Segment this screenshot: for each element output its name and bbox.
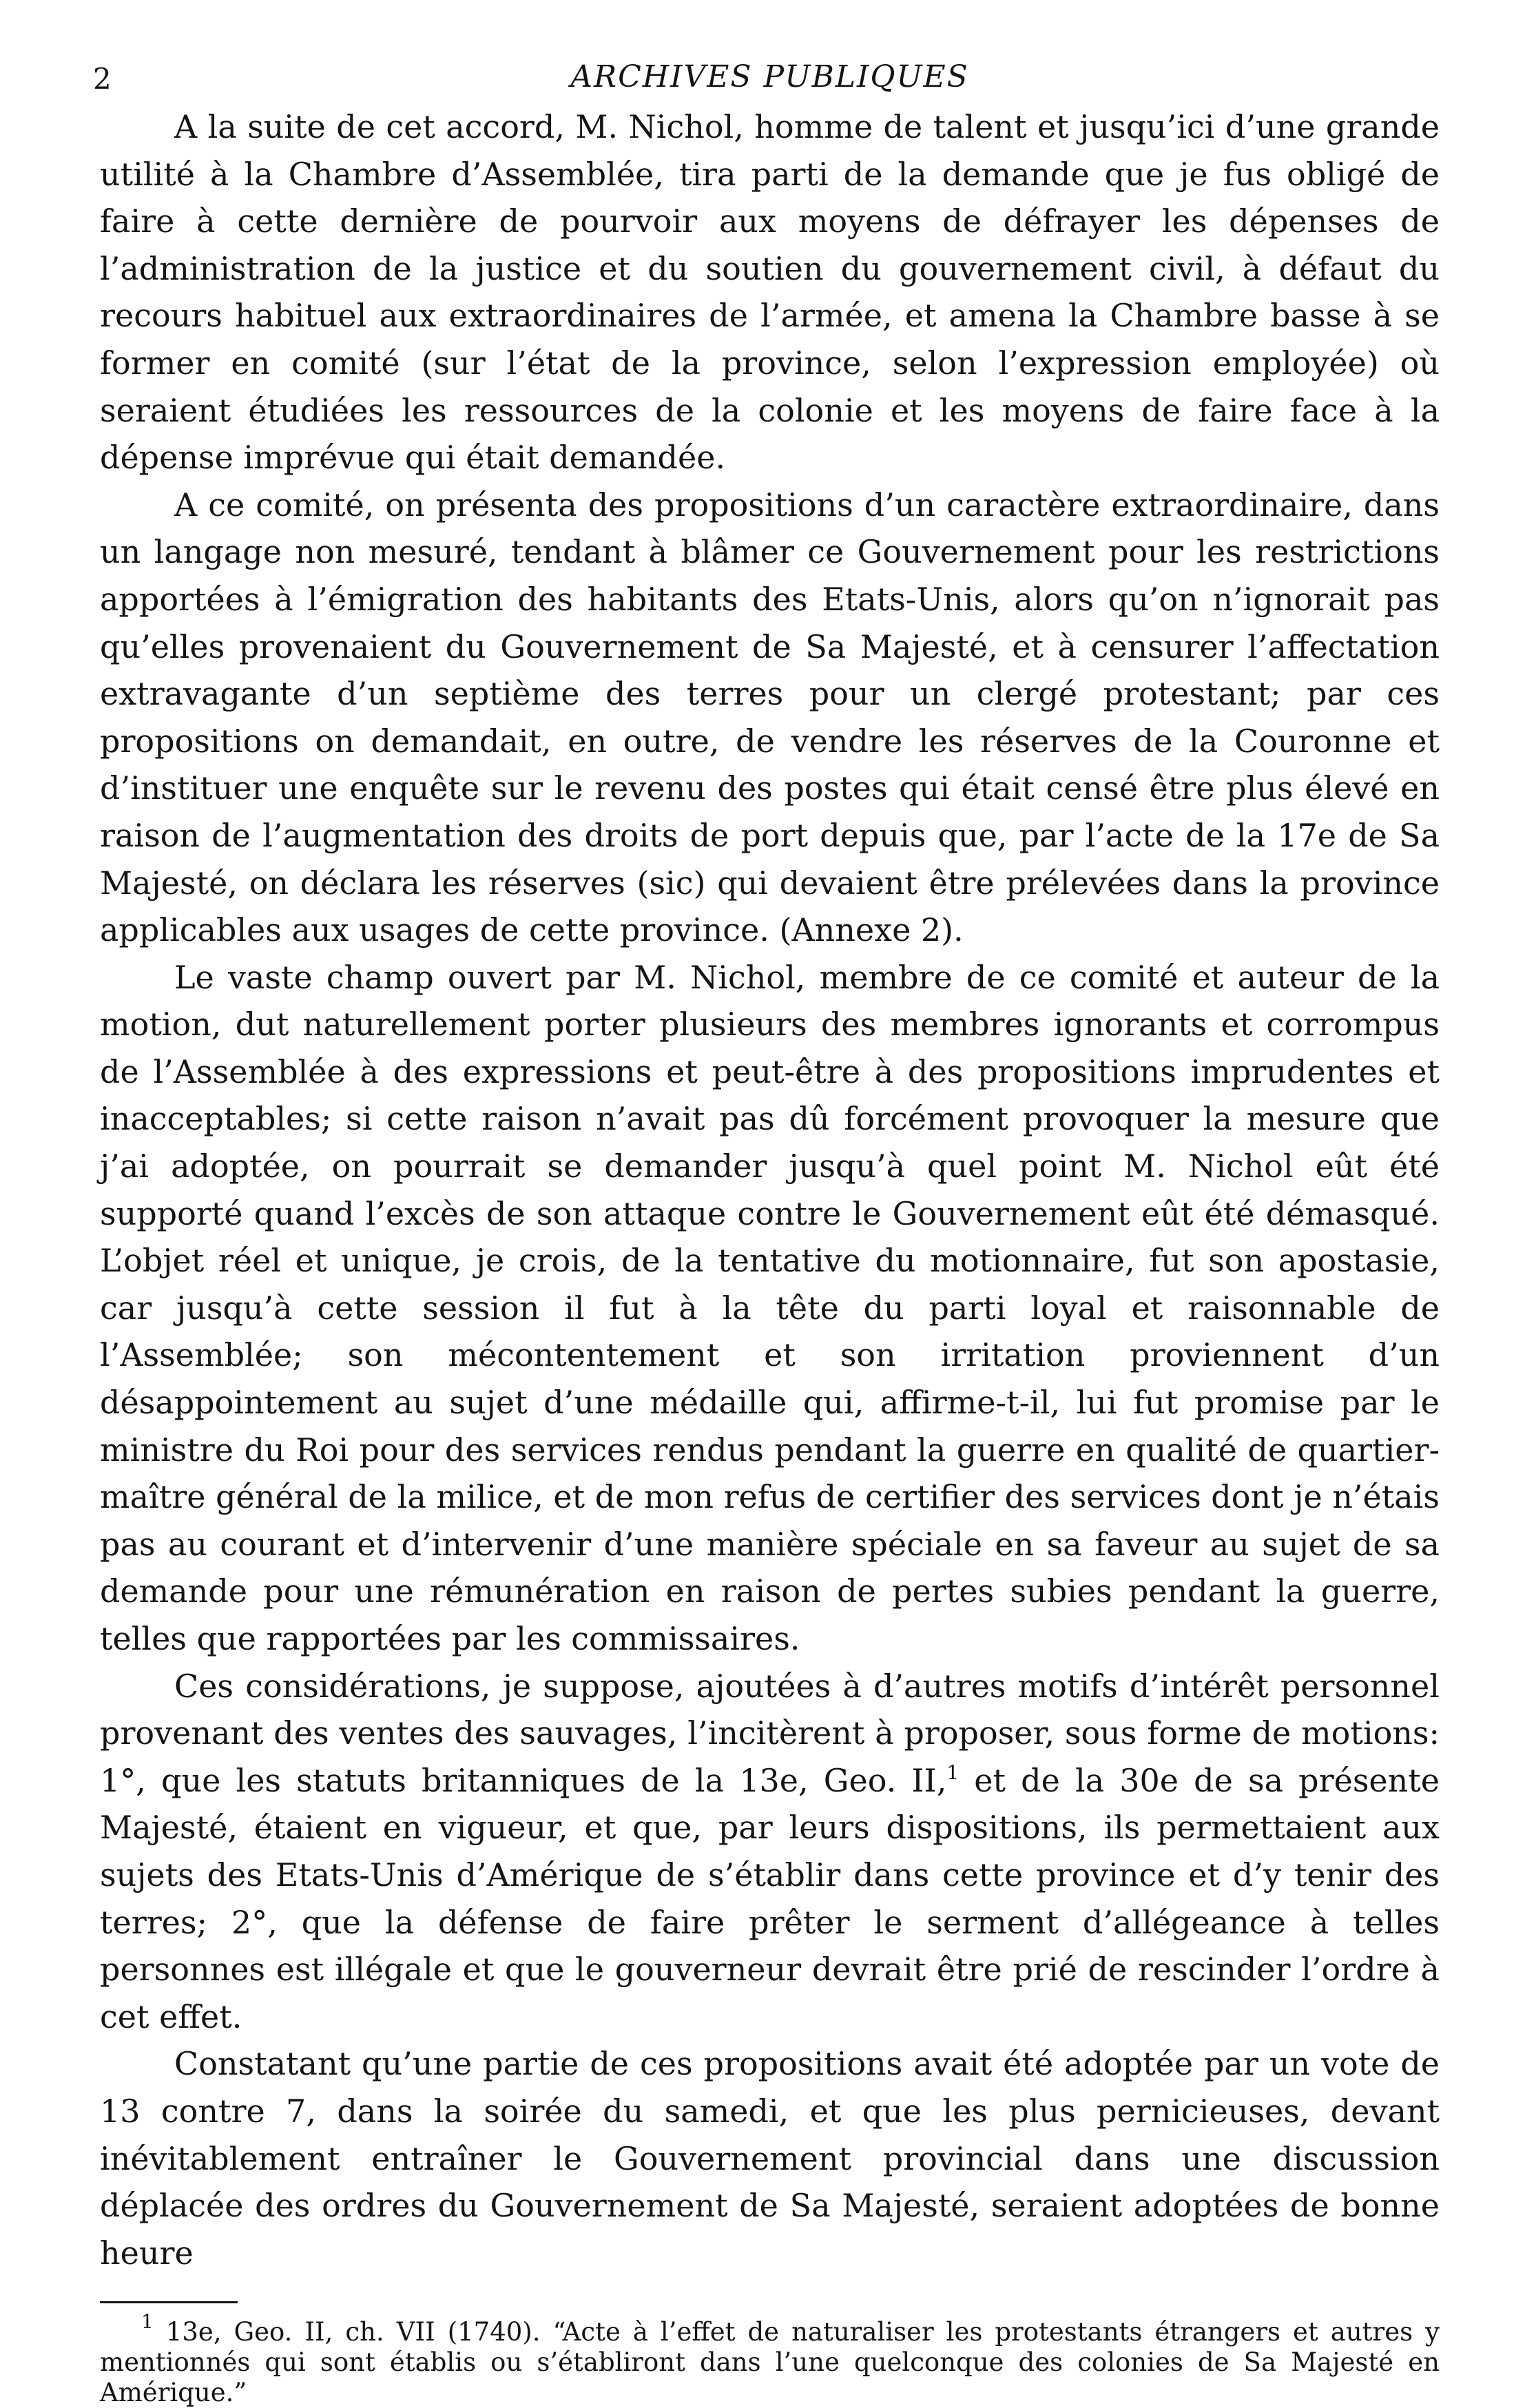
footnote-text: 13e, Geo. II, ch. VII (1740). “Acte à l’effet de naturaliser les protestants étrangers et autres y mentionnés qui sont établis ou s’établiront dans l’une quelconque des colonies de Sa Majesté en Amérique.”: [100, 2317, 1440, 2408]
footnote-reference: 1: [946, 1761, 959, 1784]
paragraph: A la suite de cet accord, M. Nichol, homme de talent et jusqu’ici d’une grande utilité à la Chambre d’Assemblée, tira parti de la demande que je fus obligé de faire à cette dernière de pourvoir aux moyens de défrayer les dépenses de l’administration de la justice et du soutien du gouvernement civil, à défaut du recours habituel aux extraordinaires de l’armée, et amena la Chambre basse à se former en comité (sur l’état de la province, selon l’expression employée) où seraient étudiées les ressources de la colonie et les moyens de faire face à la dépense imprévue qui était demandée.: [100, 108, 1440, 477]
page-number: 2: [93, 62, 112, 96]
paragraph: Constatant qu’une partie de ces propositions avait été adoptée par un vote de 13 contre 7, dans la soirée du samedi, et que les plus pernicieuses, devant inévitablement entraîner le Gouvernement provincial dans une discussion déplacée des ordres du Gouvernement de Sa Majesté, seraient adoptées de bonne heure: [100, 2045, 1440, 2272]
paragraph: A ce comité, on présenta des propositions d’un caractère extraordinaire, dans un langage non mesuré, tendant à blâmer ce Gouvernement pour les restrictions apportées à l’émigration des habitants des Etats-Unis, alors qu’on n’ignorait pas qu’elles provenaient du Gouvernement de Sa Majesté, et à censurer l’affectation extravagante d’un septième des terres pour un clergé protestant; par ces propositions on demandait, en outre, de vendre les réserves de la Couronne et d’instituer une enquête sur le revenu des postes qui était censé être plus élevé en raison de l’augmentation des droits de port depuis que, par l’acte de la 17e de Sa Majesté, on déclara les réserves (sic) qui devaient être prélevées dans la province applicables aux usages de cette province. (Annexe 2).: [100, 486, 1440, 949]
paragraph: Le vaste champ ouvert par M. Nichol, membre de ce comité et auteur de la motion, dut naturellement porter plusieurs des membres ignorants et corrompus de l’Assemblée à des expressions et peut-être à des propositions imprudentes et inacceptables; si cette raison n’avait pas dû forcément provoquer la mesure que j’ai adoptée, on pourrait se demander jusqu’à quel point M. Nichol eût été supporté quand l’excès de son attaque contre le Gouvernement eût été démasqué. L’objet réel et unique, je crois, de la tentative du motionnaire, fut son apostasie, car jusqu’à cette session il fut à la tête du parti loyal et raisonnable de l’Assemblée; son mécontentement et son irritation proviennent d’un désappointement au sujet d’une médaille qui, affirme-t-il, lui fut promise par le ministre du Roi pour des services rendus pendant la guerre en qualité de quartier-maître général de la milice, et de mon refus de certifier des services dont je n’étais pas au courant et d’intervenir d’une manière spéciale en sa faveur au sujet de sa demande pour une rémunération en raison de pertes subies pendant la guerre, telles que rapportées par les commissaires.: [100, 958, 1440, 1657]
page-header: [93, 48, 1440, 103]
footnote-marker: 1: [141, 2310, 154, 2334]
body-text: [100, 103, 1440, 2276]
footnote: [100, 2310, 1440, 2408]
paragraph-text-after-note: et de la 30e de sa présente Majesté, étaient en vigueur, et que, par leurs dispositions, ils permettaient aux sujets des Etats-Unis d’Amérique de s’établir dans cette province et d’y tenir des terres; 2°, que la défense de faire prêter le serment d’allégeance à telles personnes est illégale et que le gouverneur devrait être prié de rescinder l’ordre à cet effet.: [100, 1761, 1440, 2035]
paragraph-text-before-note: Ces considérations, je suppose, ajoutées à d’autres motifs d’intérêt personnel provenant des ventes des sauvages, l’incitèrent à proposer, sous forme de motions: 1°, que les statuts britanniques de la 13e, Geo. II,: [100, 1667, 1440, 1799]
running-title: ARCHIVES PUBLIQUES: [570, 59, 969, 94]
paragraph: [100, 1663, 1440, 2041]
document-page: [93, 48, 1440, 2408]
footnote-divider: [100, 2301, 238, 2303]
